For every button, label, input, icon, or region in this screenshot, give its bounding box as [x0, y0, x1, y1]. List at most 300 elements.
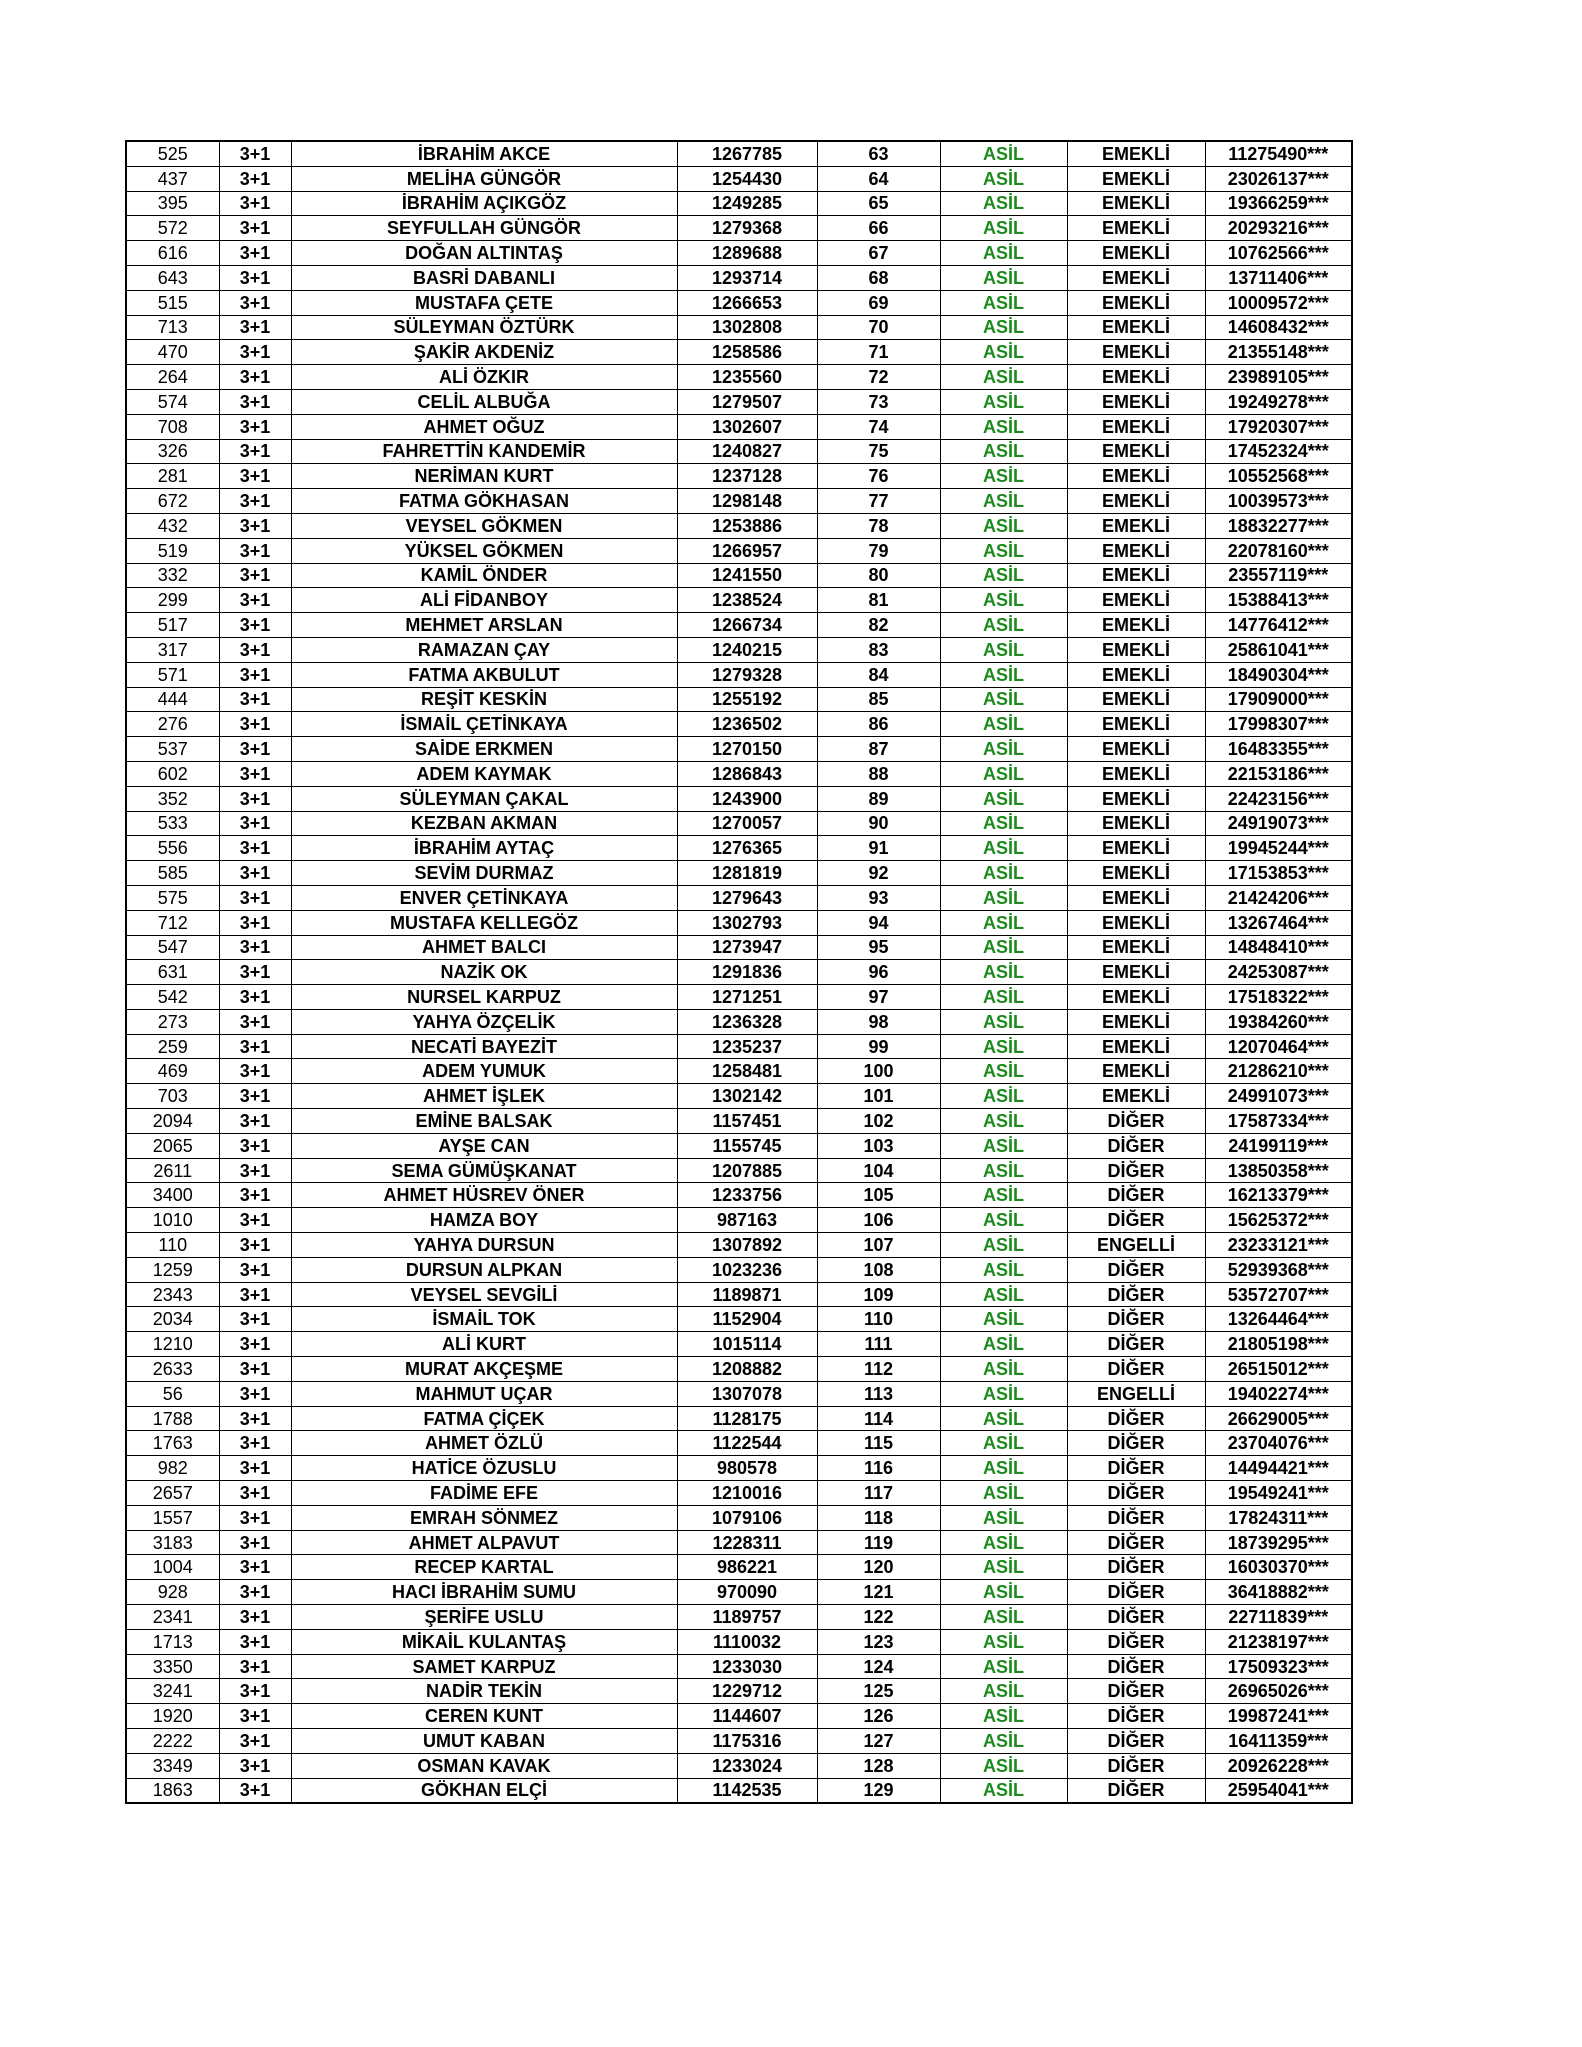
application-number-cell: 1155745	[677, 1133, 817, 1158]
name-cell: HATİCE ÖZUSLU	[291, 1456, 677, 1481]
category-cell: EMEKLİ	[1067, 985, 1205, 1010]
name-cell: DOĞAN ALTINTAŞ	[291, 241, 677, 266]
row-number-cell: 928	[126, 1580, 219, 1605]
rank-cell: 110	[817, 1307, 940, 1332]
table-row	[126, 1381, 1352, 1406]
category-cell: EMEKLİ	[1067, 910, 1205, 935]
row-number-cell: 547	[126, 935, 219, 960]
unit-type-cell: 3+1	[219, 1778, 291, 1803]
rank-cell: 92	[817, 861, 940, 886]
category-cell: DİĞER	[1067, 1133, 1205, 1158]
unit-type-cell: 3+1	[219, 761, 291, 786]
row-number-cell: 3400	[126, 1183, 219, 1208]
application-number-cell: 1276365	[677, 836, 817, 861]
row-number-cell: 326	[126, 439, 219, 464]
name-cell: ADEM KAYMAK	[291, 761, 677, 786]
rank-cell: 85	[817, 687, 940, 712]
status-cell: ASİL	[940, 687, 1067, 712]
rank-cell: 123	[817, 1629, 940, 1654]
status-cell: ASİL	[940, 489, 1067, 514]
status-cell: ASİL	[940, 1580, 1067, 1605]
row-number-cell: 982	[126, 1456, 219, 1481]
application-number-cell: 1266653	[677, 290, 817, 315]
table-row	[126, 1009, 1352, 1034]
rank-cell: 91	[817, 836, 940, 861]
category-cell: DİĞER	[1067, 1208, 1205, 1233]
name-cell: ŞAKİR AKDENİZ	[291, 340, 677, 365]
table-row	[126, 1505, 1352, 1530]
row-number-cell: 259	[126, 1034, 219, 1059]
id-number-cell: 14608432***	[1205, 315, 1352, 340]
rank-cell: 73	[817, 389, 940, 414]
rank-cell: 77	[817, 489, 940, 514]
application-number-cell: 1249285	[677, 191, 817, 216]
unit-type-cell: 3+1	[219, 439, 291, 464]
unit-type-cell: 3+1	[219, 538, 291, 563]
table-row	[126, 836, 1352, 861]
rank-cell: 95	[817, 935, 940, 960]
application-number-cell: 1298148	[677, 489, 817, 514]
unit-type-cell: 3+1	[219, 1282, 291, 1307]
rank-cell: 69	[817, 290, 940, 315]
table-row	[126, 737, 1352, 762]
application-number-cell: 1128175	[677, 1406, 817, 1431]
category-cell: DİĞER	[1067, 1109, 1205, 1134]
name-cell: GÖKHAN ELÇİ	[291, 1778, 677, 1803]
unit-type-cell: 3+1	[219, 811, 291, 836]
application-number-cell: 980578	[677, 1456, 817, 1481]
id-number-cell: 15388413***	[1205, 588, 1352, 613]
table-row	[126, 241, 1352, 266]
unit-type-cell: 3+1	[219, 216, 291, 241]
unit-type-cell: 3+1	[219, 1009, 291, 1034]
application-number-cell: 1233024	[677, 1753, 817, 1778]
name-cell: İSMAİL TOK	[291, 1307, 677, 1332]
name-cell: AHMET İŞLEK	[291, 1084, 677, 1109]
results-table	[125, 140, 1353, 1804]
row-number-cell: 517	[126, 613, 219, 638]
application-number-cell: 1236328	[677, 1009, 817, 1034]
rank-cell: 87	[817, 737, 940, 762]
status-cell: ASİL	[940, 1629, 1067, 1654]
unit-type-cell: 3+1	[219, 1381, 291, 1406]
category-cell: DİĞER	[1067, 1679, 1205, 1704]
unit-type-cell: 3+1	[219, 836, 291, 861]
row-number-cell: 1557	[126, 1505, 219, 1530]
table-row	[126, 1183, 1352, 1208]
category-cell: EMEKLİ	[1067, 861, 1205, 886]
table-row	[126, 1555, 1352, 1580]
id-number-cell: 10552568***	[1205, 464, 1352, 489]
id-number-cell: 18490304***	[1205, 662, 1352, 687]
application-number-cell: 1273947	[677, 935, 817, 960]
table-row	[126, 1158, 1352, 1183]
status-cell: ASİL	[940, 1208, 1067, 1233]
rank-cell: 111	[817, 1332, 940, 1357]
application-number-cell: 1302607	[677, 414, 817, 439]
application-number-cell: 1144607	[677, 1704, 817, 1729]
id-number-cell: 23557119***	[1205, 563, 1352, 588]
unit-type-cell: 3+1	[219, 588, 291, 613]
id-number-cell: 13850358***	[1205, 1158, 1352, 1183]
category-cell: DİĞER	[1067, 1481, 1205, 1506]
row-number-cell: 2034	[126, 1307, 219, 1332]
unit-type-cell: 3+1	[219, 1555, 291, 1580]
row-number-cell: 395	[126, 191, 219, 216]
id-number-cell: 22423156***	[1205, 786, 1352, 811]
table-row	[126, 166, 1352, 191]
status-cell: ASİL	[940, 1778, 1067, 1803]
status-cell: ASİL	[940, 1133, 1067, 1158]
table-row	[126, 1753, 1352, 1778]
id-number-cell: 23026137***	[1205, 166, 1352, 191]
application-number-cell: 1253886	[677, 513, 817, 538]
name-cell: RAMAZAN ÇAY	[291, 637, 677, 662]
name-cell: MUSTAFA ÇETE	[291, 290, 677, 315]
status-cell: ASİL	[940, 1158, 1067, 1183]
unit-type-cell: 3+1	[219, 191, 291, 216]
table-row	[126, 538, 1352, 563]
rank-cell: 115	[817, 1431, 940, 1456]
row-number-cell: 631	[126, 960, 219, 985]
name-cell: UMUT KABAN	[291, 1729, 677, 1754]
category-cell: DİĞER	[1067, 1580, 1205, 1605]
status-cell: ASİL	[940, 1654, 1067, 1679]
table-row	[126, 935, 1352, 960]
table-row	[126, 290, 1352, 315]
rank-cell: 100	[817, 1059, 940, 1084]
status-cell: ASİL	[940, 1530, 1067, 1555]
unit-type-cell: 3+1	[219, 1753, 291, 1778]
id-number-cell: 22711839***	[1205, 1605, 1352, 1630]
row-number-cell: 1763	[126, 1431, 219, 1456]
category-cell: DİĞER	[1067, 1505, 1205, 1530]
unit-type-cell: 3+1	[219, 1629, 291, 1654]
row-number-cell: 3349	[126, 1753, 219, 1778]
application-number-cell: 1235237	[677, 1034, 817, 1059]
rank-cell: 121	[817, 1580, 940, 1605]
status-cell: ASİL	[940, 1183, 1067, 1208]
category-cell: DİĞER	[1067, 1456, 1205, 1481]
name-cell: SAMET KARPUZ	[291, 1654, 677, 1679]
application-number-cell: 1266734	[677, 613, 817, 638]
table-row	[126, 1530, 1352, 1555]
row-number-cell: 2611	[126, 1158, 219, 1183]
name-cell: AHMET ÖZLÜ	[291, 1431, 677, 1456]
application-number-cell: 1293714	[677, 265, 817, 290]
category-cell: EMEKLİ	[1067, 464, 1205, 489]
application-number-cell: 1267785	[677, 141, 817, 166]
rank-cell: 66	[817, 216, 940, 241]
table-row	[126, 265, 1352, 290]
rank-cell: 127	[817, 1729, 940, 1754]
rank-cell: 96	[817, 960, 940, 985]
application-number-cell: 1258586	[677, 340, 817, 365]
status-cell: ASİL	[940, 761, 1067, 786]
status-cell: ASİL	[940, 1109, 1067, 1134]
name-cell: OSMAN KAVAK	[291, 1753, 677, 1778]
name-cell: NAZİK OK	[291, 960, 677, 985]
application-number-cell: 1286843	[677, 761, 817, 786]
id-number-cell: 14494421***	[1205, 1456, 1352, 1481]
table-row	[126, 439, 1352, 464]
rank-cell: 119	[817, 1530, 940, 1555]
unit-type-cell: 3+1	[219, 985, 291, 1010]
application-number-cell: 1110032	[677, 1629, 817, 1654]
category-cell: EMEKLİ	[1067, 960, 1205, 985]
id-number-cell: 23233121***	[1205, 1233, 1352, 1258]
row-number-cell: 352	[126, 786, 219, 811]
rank-cell: 125	[817, 1679, 940, 1704]
row-number-cell: 1010	[126, 1208, 219, 1233]
table-row	[126, 1605, 1352, 1630]
table-row	[126, 588, 1352, 613]
status-cell: ASİL	[940, 1381, 1067, 1406]
unit-type-cell: 3+1	[219, 1233, 291, 1258]
name-cell: YAHYA DURSUN	[291, 1233, 677, 1258]
id-number-cell: 17518322***	[1205, 985, 1352, 1010]
unit-type-cell: 3+1	[219, 1109, 291, 1134]
category-cell: EMEKLİ	[1067, 687, 1205, 712]
row-number-cell: 515	[126, 290, 219, 315]
rank-cell: 114	[817, 1406, 940, 1431]
application-number-cell: 1079106	[677, 1505, 817, 1530]
status-cell: ASİL	[940, 1257, 1067, 1282]
application-number-cell: 1307078	[677, 1381, 817, 1406]
application-number-cell: 1023236	[677, 1257, 817, 1282]
rank-cell: 74	[817, 414, 940, 439]
id-number-cell: 13264464***	[1205, 1307, 1352, 1332]
unit-type-cell: 3+1	[219, 1704, 291, 1729]
id-number-cell: 26629005***	[1205, 1406, 1352, 1431]
unit-type-cell: 3+1	[219, 1456, 291, 1481]
category-cell: EMEKLİ	[1067, 1009, 1205, 1034]
row-number-cell: 2065	[126, 1133, 219, 1158]
name-cell: CELİL ALBUĞA	[291, 389, 677, 414]
category-cell: EMEKLİ	[1067, 191, 1205, 216]
status-cell: ASİL	[940, 216, 1067, 241]
name-cell: MELİHA GÜNGÖR	[291, 166, 677, 191]
name-cell: KAMİL ÖNDER	[291, 563, 677, 588]
id-number-cell: 26965026***	[1205, 1679, 1352, 1704]
category-cell: EMEKLİ	[1067, 141, 1205, 166]
id-number-cell: 15625372***	[1205, 1208, 1352, 1233]
row-number-cell: 1713	[126, 1629, 219, 1654]
id-number-cell: 17587334***	[1205, 1109, 1352, 1134]
status-cell: ASİL	[940, 1009, 1067, 1034]
rank-cell: 109	[817, 1282, 940, 1307]
application-number-cell: 1233756	[677, 1183, 817, 1208]
rank-cell: 70	[817, 315, 940, 340]
status-cell: ASİL	[940, 811, 1067, 836]
rank-cell: 64	[817, 166, 940, 191]
table-row	[126, 712, 1352, 737]
application-number-cell: 1302142	[677, 1084, 817, 1109]
name-cell: FADİME EFE	[291, 1481, 677, 1506]
status-cell: ASİL	[940, 786, 1067, 811]
category-cell: EMEKLİ	[1067, 563, 1205, 588]
table-row	[126, 885, 1352, 910]
category-cell: DİĞER	[1067, 1629, 1205, 1654]
row-number-cell: 1863	[126, 1778, 219, 1803]
rank-cell: 84	[817, 662, 940, 687]
application-number-cell: 1157451	[677, 1109, 817, 1134]
status-cell: ASİL	[940, 1605, 1067, 1630]
row-number-cell: 712	[126, 910, 219, 935]
row-number-cell: 444	[126, 687, 219, 712]
table-row	[126, 1257, 1352, 1282]
name-cell: NERİMAN KURT	[291, 464, 677, 489]
rank-cell: 68	[817, 265, 940, 290]
category-cell: EMEKLİ	[1067, 885, 1205, 910]
category-cell: EMEKLİ	[1067, 389, 1205, 414]
table-row	[126, 1481, 1352, 1506]
table-row	[126, 960, 1352, 985]
id-number-cell: 17824311***	[1205, 1505, 1352, 1530]
category-cell: EMEKLİ	[1067, 761, 1205, 786]
table-row	[126, 141, 1352, 166]
row-number-cell: 317	[126, 637, 219, 662]
rank-cell: 98	[817, 1009, 940, 1034]
id-number-cell: 24919073***	[1205, 811, 1352, 836]
rank-cell: 103	[817, 1133, 940, 1158]
table-row	[126, 1133, 1352, 1158]
status-cell: ASİL	[940, 1332, 1067, 1357]
unit-type-cell: 3+1	[219, 885, 291, 910]
rank-cell: 71	[817, 340, 940, 365]
rank-cell: 82	[817, 613, 940, 638]
name-cell: İBRAHİM AYTAÇ	[291, 836, 677, 861]
results-table-body	[126, 141, 1352, 1803]
table-row	[126, 365, 1352, 390]
category-cell: DİĞER	[1067, 1282, 1205, 1307]
status-cell: ASİL	[940, 290, 1067, 315]
name-cell: SEVİM DURMAZ	[291, 861, 677, 886]
status-cell: ASİL	[940, 538, 1067, 563]
status-cell: ASİL	[940, 985, 1067, 1010]
application-number-cell: 1122544	[677, 1431, 817, 1456]
id-number-cell: 17909000***	[1205, 687, 1352, 712]
id-number-cell: 23989105***	[1205, 365, 1352, 390]
application-number-cell: 1302808	[677, 315, 817, 340]
category-cell: EMEKLİ	[1067, 290, 1205, 315]
category-cell: DİĞER	[1067, 1307, 1205, 1332]
name-cell: YÜKSEL GÖKMEN	[291, 538, 677, 563]
row-number-cell: 470	[126, 340, 219, 365]
row-number-cell: 2657	[126, 1481, 219, 1506]
rank-cell: 117	[817, 1481, 940, 1506]
name-cell: VEYSEL SEVGİLİ	[291, 1282, 677, 1307]
table-row	[126, 985, 1352, 1010]
category-cell: EMEKLİ	[1067, 216, 1205, 241]
name-cell: AHMET HÜSREV ÖNER	[291, 1183, 677, 1208]
application-number-cell: 1238524	[677, 588, 817, 613]
row-number-cell: 332	[126, 563, 219, 588]
category-cell: DİĞER	[1067, 1431, 1205, 1456]
name-cell: HAMZA BOY	[291, 1208, 677, 1233]
id-number-cell: 17920307***	[1205, 414, 1352, 439]
status-cell: ASİL	[940, 439, 1067, 464]
rank-cell: 124	[817, 1654, 940, 1679]
id-number-cell: 21424206***	[1205, 885, 1352, 910]
unit-type-cell: 3+1	[219, 960, 291, 985]
table-row	[126, 191, 1352, 216]
status-cell: ASİL	[940, 1406, 1067, 1431]
application-number-cell: 1279643	[677, 885, 817, 910]
category-cell: DİĞER	[1067, 1778, 1205, 1803]
category-cell: DİĞER	[1067, 1332, 1205, 1357]
unit-type-cell: 3+1	[219, 786, 291, 811]
category-cell: DİĞER	[1067, 1753, 1205, 1778]
name-cell: MURAT AKÇEŞME	[291, 1357, 677, 1382]
table-row	[126, 910, 1352, 935]
unit-type-cell: 3+1	[219, 1580, 291, 1605]
name-cell: AYŞE CAN	[291, 1133, 677, 1158]
status-cell: ASİL	[940, 1704, 1067, 1729]
category-cell: DİĞER	[1067, 1406, 1205, 1431]
category-cell: EMEKLİ	[1067, 1084, 1205, 1109]
row-number-cell: 110	[126, 1233, 219, 1258]
row-number-cell: 713	[126, 315, 219, 340]
row-number-cell: 432	[126, 513, 219, 538]
unit-type-cell: 3+1	[219, 910, 291, 935]
unit-type-cell: 3+1	[219, 687, 291, 712]
row-number-cell: 276	[126, 712, 219, 737]
id-number-cell: 21286210***	[1205, 1059, 1352, 1084]
table-row	[126, 1109, 1352, 1134]
id-number-cell: 26515012***	[1205, 1357, 1352, 1382]
category-cell: EMEKLİ	[1067, 935, 1205, 960]
row-number-cell: 299	[126, 588, 219, 613]
unit-type-cell: 3+1	[219, 1183, 291, 1208]
row-number-cell: 56	[126, 1381, 219, 1406]
rank-cell: 113	[817, 1381, 940, 1406]
application-number-cell: 1243900	[677, 786, 817, 811]
row-number-cell: 281	[126, 464, 219, 489]
application-number-cell: 1175316	[677, 1729, 817, 1754]
category-cell: EMEKLİ	[1067, 241, 1205, 266]
status-cell: ASİL	[940, 1034, 1067, 1059]
name-cell: KEZBAN AKMAN	[291, 811, 677, 836]
name-cell: MAHMUT UÇAR	[291, 1381, 677, 1406]
application-number-cell: 986221	[677, 1555, 817, 1580]
row-number-cell: 3241	[126, 1679, 219, 1704]
row-number-cell: 537	[126, 737, 219, 762]
rank-cell: 107	[817, 1233, 940, 1258]
name-cell: FATMA AKBULUT	[291, 662, 677, 687]
unit-type-cell: 3+1	[219, 935, 291, 960]
application-number-cell: 1291836	[677, 960, 817, 985]
status-cell: ASİL	[940, 910, 1067, 935]
status-cell: ASİL	[940, 737, 1067, 762]
name-cell: İBRAHİM AKCE	[291, 141, 677, 166]
unit-type-cell: 3+1	[219, 1729, 291, 1754]
unit-type-cell: 3+1	[219, 489, 291, 514]
row-number-cell: 3350	[126, 1654, 219, 1679]
status-cell: ASİL	[940, 414, 1067, 439]
rank-cell: 67	[817, 241, 940, 266]
row-number-cell: 2094	[126, 1109, 219, 1134]
rank-cell: 83	[817, 637, 940, 662]
table-row	[126, 1282, 1352, 1307]
table-row	[126, 489, 1352, 514]
row-number-cell: 575	[126, 885, 219, 910]
id-number-cell: 10762566***	[1205, 241, 1352, 266]
unit-type-cell: 3+1	[219, 1158, 291, 1183]
row-number-cell: 1920	[126, 1704, 219, 1729]
unit-type-cell: 3+1	[219, 1431, 291, 1456]
status-cell: ASİL	[940, 563, 1067, 588]
